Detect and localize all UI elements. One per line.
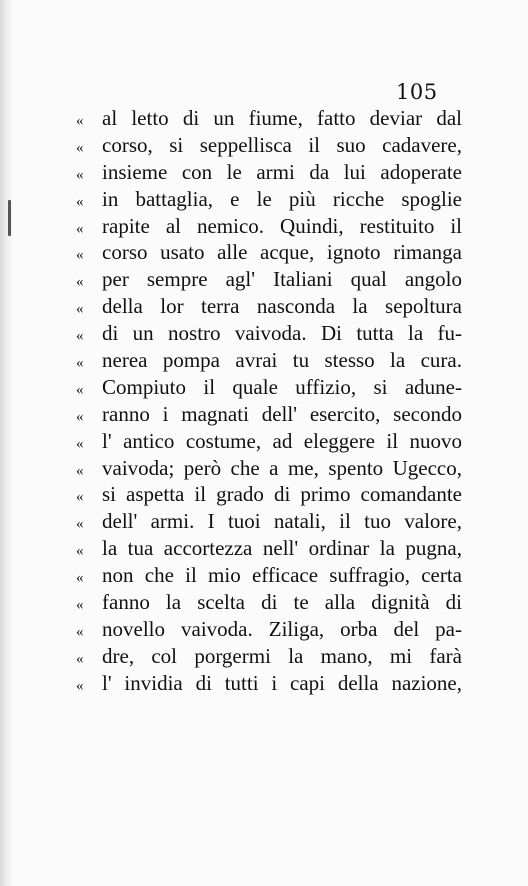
text-line xyxy=(76,321,462,348)
line-text: novello vaivoda. Ziliga, orba del pa- xyxy=(102,616,462,641)
quote-mark: « xyxy=(76,328,84,345)
line-text: l' antico costume, ad eleggere il nuovo xyxy=(102,428,462,453)
text-line xyxy=(76,106,462,133)
line-text: al letto di un fiume, fatto deviar dal xyxy=(102,106,462,130)
line-text: ranno i magnati dell' esercito, secondo xyxy=(102,401,462,426)
text-line xyxy=(76,240,462,267)
quote-mark: « xyxy=(76,489,84,506)
quote-mark: « xyxy=(76,274,84,291)
text-line xyxy=(76,348,462,375)
quote-mark: « xyxy=(76,381,84,398)
line-text: per sempre agl' Italiani qual angolo xyxy=(102,267,462,292)
quote-mark: « xyxy=(76,408,84,425)
quote-mark: « xyxy=(76,247,84,264)
line-text: di un nostro vaivoda. Di tutta la fu- xyxy=(102,321,462,346)
line-text: della lor terra nasconda la sepoltura xyxy=(102,294,462,319)
quote-mark: « xyxy=(76,220,84,237)
quote-mark: « xyxy=(76,650,84,667)
quote-mark: « xyxy=(76,166,84,183)
quote-mark: « xyxy=(76,543,84,560)
text-line xyxy=(76,590,462,617)
text-line xyxy=(76,214,462,241)
line-text: la tua accortezza nell' ordinar la pugna, xyxy=(102,536,462,561)
line-text: si aspetta il grado di primo comandante xyxy=(102,482,462,507)
text-line xyxy=(76,429,462,456)
text-line xyxy=(76,563,462,590)
text-line xyxy=(76,375,462,402)
quote-mark: « xyxy=(76,139,84,156)
page-gutter xyxy=(0,0,14,886)
body-text xyxy=(76,106,462,698)
binding-mark xyxy=(8,200,11,236)
line-text: nerea pompa avrai tu stesso la cura. xyxy=(102,348,462,373)
text-line xyxy=(76,644,462,671)
quote-mark: « xyxy=(76,516,84,533)
page-number: 105 xyxy=(396,80,438,104)
quote-mark: « xyxy=(76,301,84,318)
text-line xyxy=(76,294,462,321)
quote-mark: « xyxy=(76,435,84,452)
quote-mark: « xyxy=(76,462,84,479)
quote-mark: « xyxy=(76,355,84,372)
line-text: corso, si seppellisca il suo cadavere, xyxy=(102,132,462,157)
line-text: dre, col porgermi la mano, mi farà xyxy=(102,643,462,668)
quote-mark: « xyxy=(76,677,84,694)
quote-mark: « xyxy=(76,623,84,640)
line-text: insieme con le armi da lui adoperate xyxy=(102,159,462,184)
line-text: in battaglia, e le più ricche spoglie xyxy=(102,186,462,211)
line-text: dell' armi. I tuoi natali, il tuo valore, xyxy=(102,509,462,534)
line-text: rapite al nemico. Quindi, restituito il xyxy=(102,213,462,238)
line-text: l' invidia di tutti i capi della nazione, xyxy=(102,670,462,695)
text-line xyxy=(76,402,462,429)
quote-mark: « xyxy=(76,193,84,210)
text-line xyxy=(76,133,462,160)
text-line xyxy=(76,509,462,536)
text-line xyxy=(76,160,462,187)
quote-mark: « xyxy=(76,597,84,614)
line-text: corso usato alle acque, ignoto rimanga xyxy=(102,240,462,265)
text-line xyxy=(76,267,462,294)
quote-mark: « xyxy=(76,570,84,587)
text-line xyxy=(76,617,462,644)
text-line xyxy=(76,482,462,509)
text-line xyxy=(76,187,462,214)
text-line xyxy=(76,671,462,698)
line-text: vaivoda; però che a me, spento Ugecco, xyxy=(102,455,462,480)
line-text: non che il mio efficace suffragio, certa xyxy=(102,563,462,588)
line-text: fanno la scelta di te alla dignità di xyxy=(102,590,462,615)
line-text: Compiuto il quale uffizio, si adune- xyxy=(102,374,462,399)
text-line xyxy=(76,456,462,483)
quote-mark: « xyxy=(76,113,84,129)
text-line xyxy=(76,536,462,563)
